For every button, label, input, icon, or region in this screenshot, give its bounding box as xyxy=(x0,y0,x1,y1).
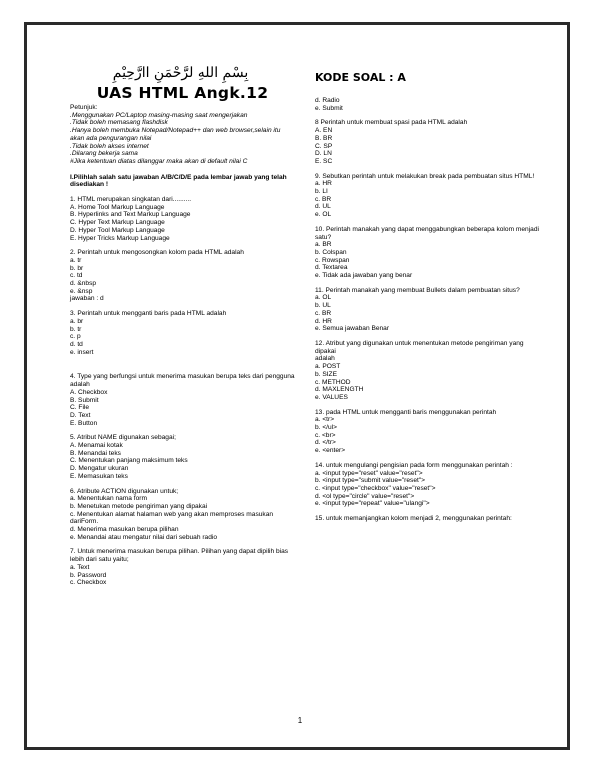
petunjuk-item: .Tidak boleh memasang flashdisk xyxy=(70,119,168,127)
bismillah-text: بِسْمِ اللهِ لرَّحْمَنِ اارَّحِيْمِ xyxy=(112,65,249,81)
question-text: 4. Type yang berfungsi untuk menerima masukan berupa teks dari pengguna adalah xyxy=(70,373,295,389)
answer-option: d. HR xyxy=(315,317,332,325)
petunjuk-item: .Dilarang bekerja sama xyxy=(70,150,138,158)
answer-option: c. BR xyxy=(315,309,332,317)
question-text: 8 Perintah untuk membuat spasi pada HTML adalah xyxy=(315,119,468,127)
kode-soal: KODE SOAL : A xyxy=(315,71,406,84)
answer-option: E. Hyper Tricks Markup Language xyxy=(70,234,170,242)
question-block xyxy=(70,548,295,587)
answer-option: jawaban : d xyxy=(70,295,104,303)
answer-option: c. Rowspan xyxy=(315,256,350,264)
question-text: 7. Untuk menerima masukan berupa pilihan. Pilihan yang dapat dipilih bias lebih dari satu yaitu; xyxy=(70,548,289,564)
answer-option: a. <tr> xyxy=(315,416,335,424)
instruction-text: I.Pilihlah salah satu jawaban A/B/C/D/E pada lembar jawab yang telah disediakan ! xyxy=(70,173,287,189)
answer-option: A. Checkbox xyxy=(70,388,108,396)
question-text: 12. Atribut yang digunakan untuk menentukan metode pengiriman yang dipakai xyxy=(315,339,524,355)
answer-option: b. br xyxy=(70,264,84,272)
answer-option: d. &nbsp xyxy=(70,280,97,288)
petunjuk-list xyxy=(70,112,295,166)
answer-option: C. SP xyxy=(315,142,333,150)
answer-option: c. <br> xyxy=(315,431,336,439)
answer-option: a. br xyxy=(70,317,84,325)
answer-option: d. Radio xyxy=(315,97,340,104)
answer-option: b. </ul> xyxy=(315,424,337,432)
answer-option: d. Textarea xyxy=(315,264,348,272)
question-text: 2. Perintah untuk mengosongkan kolom pada HTML adalah xyxy=(70,249,244,257)
answer-option: B. BR xyxy=(315,134,333,142)
answer-option: A. Home Tool Markup Language xyxy=(70,203,165,211)
answer-option: e. <enter> xyxy=(315,447,346,455)
question-block xyxy=(70,196,295,242)
answer-option: d. <ol type="circle" value="reset"> xyxy=(315,492,415,500)
answer-option: e. OL xyxy=(315,211,332,219)
answer-option: b. UL xyxy=(315,302,331,310)
answer-option: e. Tidak ada jawaban yang benar xyxy=(315,272,413,280)
right-question-list xyxy=(315,97,540,523)
question-text: 3. Perintah untuk mengganti baris pada HTML adalah xyxy=(70,310,227,318)
question-text: 11. Perintah manakah yang membuat Bullets dalam pembuatan situs? xyxy=(315,286,520,294)
answer-option: A. Menamai kotak xyxy=(70,442,123,450)
answer-option: b. Colspan xyxy=(315,248,347,256)
answer-option: B. Hyperlinks and Text Markup Language xyxy=(70,211,191,219)
answer-option: b. Menetukan metode pengiriman yang dipakai xyxy=(70,502,208,510)
question-block xyxy=(315,173,540,219)
answer-option: c. <input type="checkbox" value="reset"> xyxy=(315,484,436,492)
question-text: 13. pada HTML untuk mengganti baris menggunakan perintah xyxy=(315,408,497,416)
answer-option: e. VALUES xyxy=(315,393,348,401)
answer-option: a. OL xyxy=(315,294,332,302)
question-block xyxy=(315,119,540,165)
petunjuk-item: #Jika ketentuan diatas dilanggar maka akan di default nilai C xyxy=(70,157,248,165)
answer-option: e. <input type="repeat" value="ulangi"> xyxy=(315,500,430,508)
answer-option: d. Menerima masukan berupa pilihan xyxy=(70,526,179,534)
question-block xyxy=(70,310,295,356)
answer-option: a. Text xyxy=(70,563,90,571)
question-block xyxy=(315,97,540,112)
answer-option: A. EN xyxy=(315,127,333,135)
answer-option: D. Mengatur ukuran xyxy=(70,465,129,473)
left-question-list xyxy=(70,196,295,587)
question-text: 15. untuk memanjangkan kolom menjadi 2, menggunakan perintah: xyxy=(315,515,512,523)
question-block xyxy=(70,373,295,427)
question-block xyxy=(315,515,540,523)
answer-option: adalah xyxy=(315,355,335,363)
answer-option: C. File xyxy=(70,404,90,412)
answer-option: B. Submit xyxy=(70,396,99,404)
question-block xyxy=(315,340,540,402)
answer-option: d. </tr> xyxy=(315,439,336,447)
answer-option: e. insert xyxy=(70,348,94,356)
answer-option: c. Menentukan alamat halaman web yang akan memproses masukan dariForm. xyxy=(70,510,274,526)
answer-option: B. Menandai teks xyxy=(70,449,121,457)
answer-option: d. UL xyxy=(315,203,331,211)
answer-option: c. td xyxy=(70,272,83,280)
page-number: 1 xyxy=(297,716,303,725)
answer-option: b. LI xyxy=(315,188,328,196)
answer-option: D. Text xyxy=(70,411,91,419)
question-text: 6. Atribute ACTION digunakan untuk; xyxy=(70,487,179,495)
left-column xyxy=(70,64,295,587)
answer-option: e. Submit xyxy=(315,104,343,112)
petunjuk-item: .Tidak boleh akses internet xyxy=(70,142,149,150)
answer-option: c. BR xyxy=(315,195,332,203)
answer-option: D. LN xyxy=(315,150,332,158)
answer-option: d. MAXLENGTH xyxy=(315,386,364,394)
question-block xyxy=(70,249,295,303)
page-title: UAS HTML Angk.12 xyxy=(96,84,269,102)
question-text: 14. untuk mengulangi pengisian pada form menggunakan perintah : xyxy=(315,461,513,469)
answer-option: c. METHOD xyxy=(315,378,351,386)
answer-option: a. Menentukan nama form xyxy=(70,495,147,503)
answer-option: c. Checkbox xyxy=(70,579,107,587)
question-block xyxy=(315,462,540,508)
right-column xyxy=(315,64,540,523)
question-text: 1. HTML merupakan singkatan dari.......... xyxy=(70,196,192,204)
answer-option: a. POST xyxy=(315,363,341,371)
answer-option: b. <input type="submit value="reset"> xyxy=(315,477,426,485)
answer-option: E. Button xyxy=(70,419,98,427)
answer-option: a. HR xyxy=(315,180,332,188)
answer-option: b. Password xyxy=(70,571,107,579)
petunjuk-item: .Hanya boleh membuka Notepad/Notepad++ dan web browser,selain itu akan ada pengurangan nilai xyxy=(70,127,281,142)
answer-option: d. td xyxy=(70,340,83,348)
question-block xyxy=(315,287,540,333)
question-text: 9. Sebutkan perintah untuk melakukan break pada pembuatan situs HTML! xyxy=(315,172,535,180)
answer-option: c. p xyxy=(70,333,81,341)
answer-option: C. Hyper Text Markup Language xyxy=(70,219,165,227)
question-text: 10. Perintah manakah yang dapat menggabungkan beberapa kolom menjadi satu? xyxy=(315,225,539,241)
question-block xyxy=(70,488,295,542)
answer-option: e. Semua jawaban Benar xyxy=(315,325,390,333)
petunjuk-label: Petunjuk: xyxy=(70,104,98,111)
answer-option: e. &nsp xyxy=(70,287,93,295)
answer-option: b. SIZE xyxy=(315,370,337,378)
answer-option: E. Memasukan teks xyxy=(70,472,128,480)
answer-option: b. tr xyxy=(70,325,82,333)
question-block xyxy=(70,434,295,480)
answer-option: E. SC xyxy=(315,157,333,165)
answer-option: a. tr xyxy=(70,256,82,264)
petunjuk-item: .Menggunakan PC/Laptop masing-masing saat mengerjakan xyxy=(70,111,248,119)
question-text: 5. Atribut NAME digunakan sebagai; xyxy=(70,434,176,442)
answer-option: a. BR xyxy=(315,241,332,249)
question-block xyxy=(315,409,540,455)
answer-option: a. <input type="reset" value="reset"> xyxy=(315,469,423,477)
answer-option: C. Menentukan panjang maksimum teks xyxy=(70,457,188,465)
question-block xyxy=(315,226,540,280)
answer-option: D. Hyper Tool Markup Language xyxy=(70,226,165,234)
answer-option: e. Menandai atau mengatur nilai dari sebuah radio xyxy=(70,533,217,541)
